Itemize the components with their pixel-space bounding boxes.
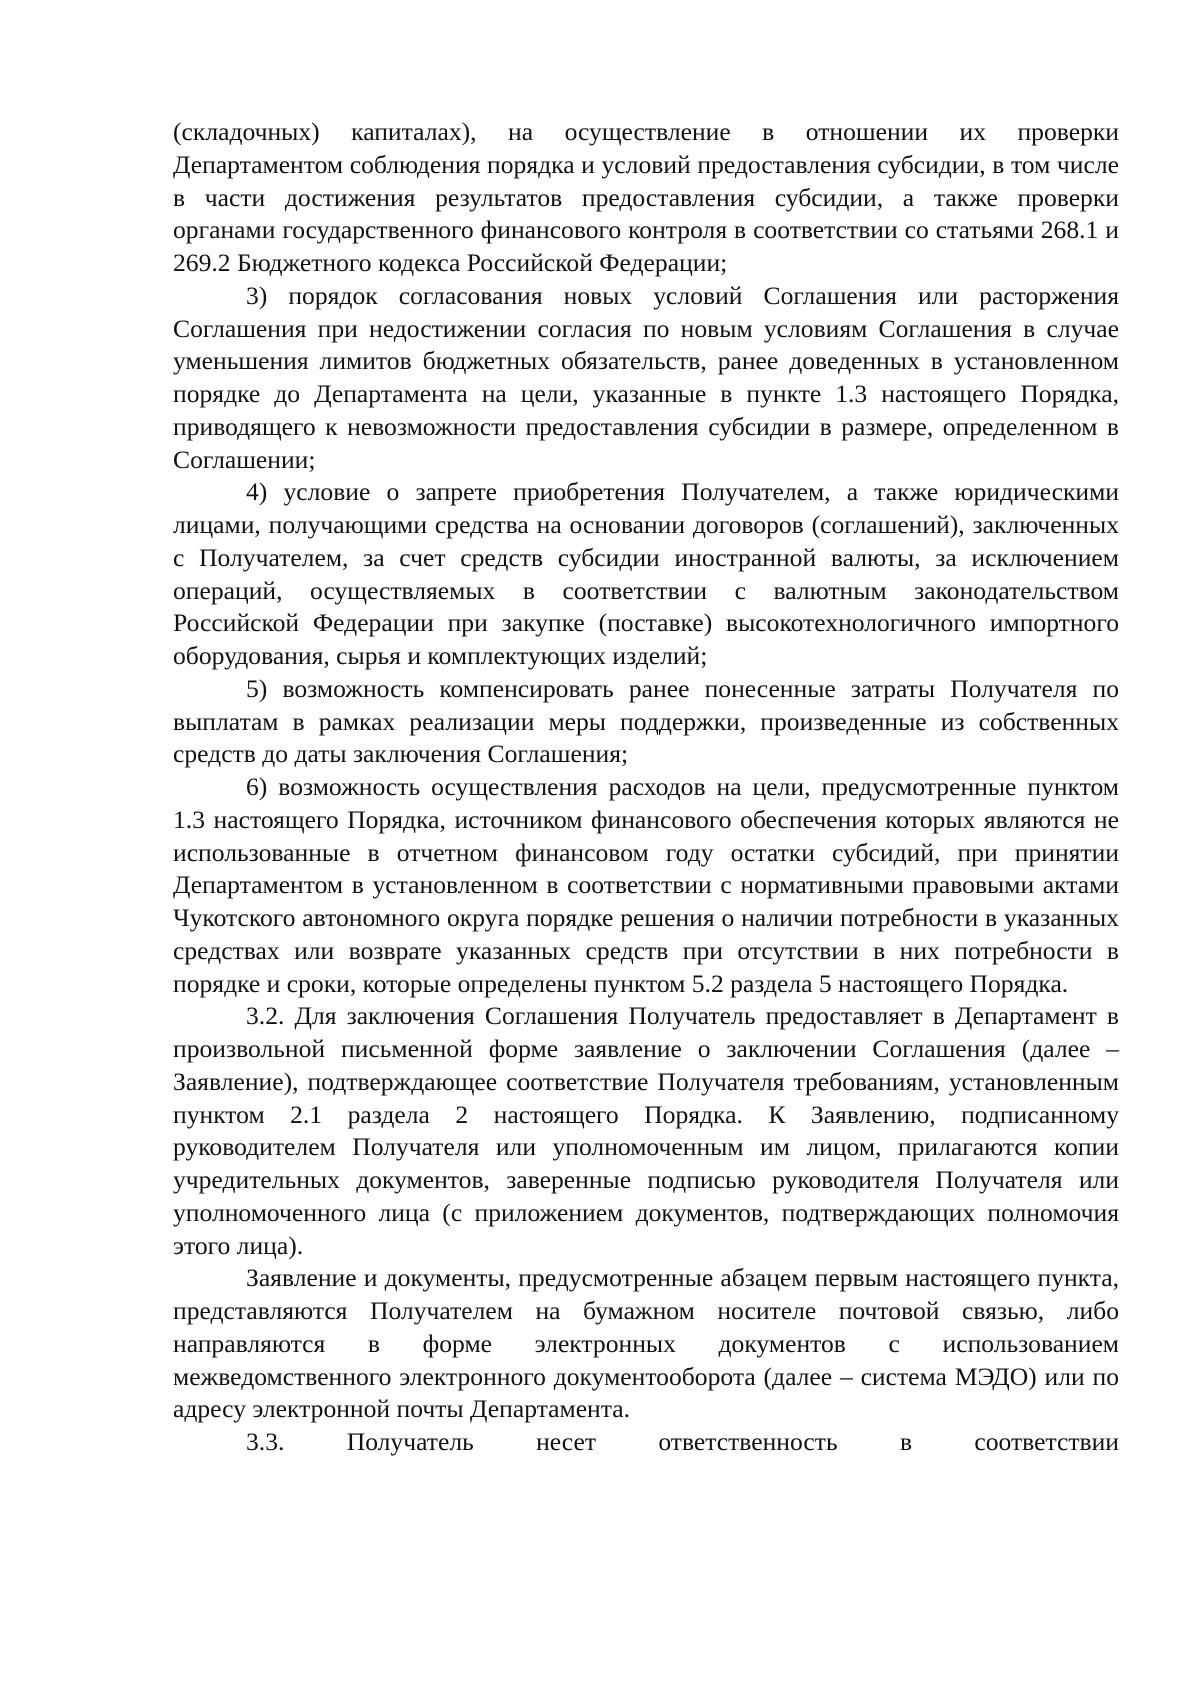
paragraph-item-6: 6) возможность осуществления расходов на цели, предусмотренные пунктом 1.3 настоящего Порядка, источником финансового обеспечения которых являются не использованные в отчетном финансовом году остатки субсидий, при принятии Департаментом в установленном в соответствии с нормативными правовыми актами Чукотского автономного округа порядке решения о наличии потребности в указанных средствах или возврате указанных средств при отсутствии в них потребности в порядке и сроки, которые определены пунктом 5.2 раздела 5 настоящего Порядка. <box>173 772 1119 998</box>
paragraph-section-3-2: 3.2. Для заключения Соглашения Получатель предоставляет в Департамент в произвольной письменной форме заявление о заключении Соглашения (далее – Заявление), подтверждающее соответствие Получателя требованиям, установленным пунктом 2.1 раздела 2 настоящего Порядка. К Заявлению, подписанному руководителем Получателя или уполномоченным им лицом, прилагаются копии учредительных документов, заверенные подписью руководителя Получателя или уполномоченного лица (с приложением документов, подтверждающих полномочия этого лица). <box>173 1001 1119 1260</box>
paragraph-item-4: 4) условие о запрете приобретения Получателем, а также юридическими лицами, получающими средства на основании договоров (соглашений), заключенных с Получателем, за счет средств субсидии иностранной валюты, за исключением операций, осуществляемых в соответствии с валютным законодательством Российской Федерации при закупке (поставке) высокотехнологичного импортного оборудования, сырья и комплектующих изделий; <box>173 477 1119 670</box>
paragraph-item-3: 3) порядок согласования новых условий Соглашения или расторжения Соглашения при недостижении согласия по новым условиям Соглашения в случае уменьшения лимитов бюджетных обязательств, ранее доведенных в установленном порядке до Департамента на цели, указанные в пункте 1.3 настоящего Порядка, приводящего к невозможности предоставления субсидии в размере, определенном в Соглашении; <box>173 280 1119 474</box>
paragraph-continuation: (складочных) капиталах), на осуществление в отношении их проверки Департаментом соблюдения порядка и условий предоставления субсидии, в том числе в части достижения результатов предоставления субсидии, а также проверки органами государственного финансового контроля в соответствии со статьями 268.1 и 269.2 Бюджетного кодекса Российской Федерации; <box>173 117 1119 277</box>
document-body <box>173 116 1119 1459</box>
paragraph-item-5: 5) возможность компенсировать ранее понесенные затраты Получателя по выплатам в рамках реализации меры поддержки, произведенные из собственных средств до даты заключения Соглашения; <box>173 673 1119 769</box>
paragraph-section-3-2-second: Заявление и документы, предусмотренные абзацем первым настоящего пункта, представляются Получателем на бумажном носителе почтовой связью, либо направляются в форме электронных документов с использованием межведомственного электронного документооборота (далее – система МЭДО) или по адресу электронной почты Департамента. <box>173 1263 1119 1424</box>
paragraph-section-3-3: 3.3. Получатель несет ответственность в соответствии <box>246 1427 1119 1456</box>
